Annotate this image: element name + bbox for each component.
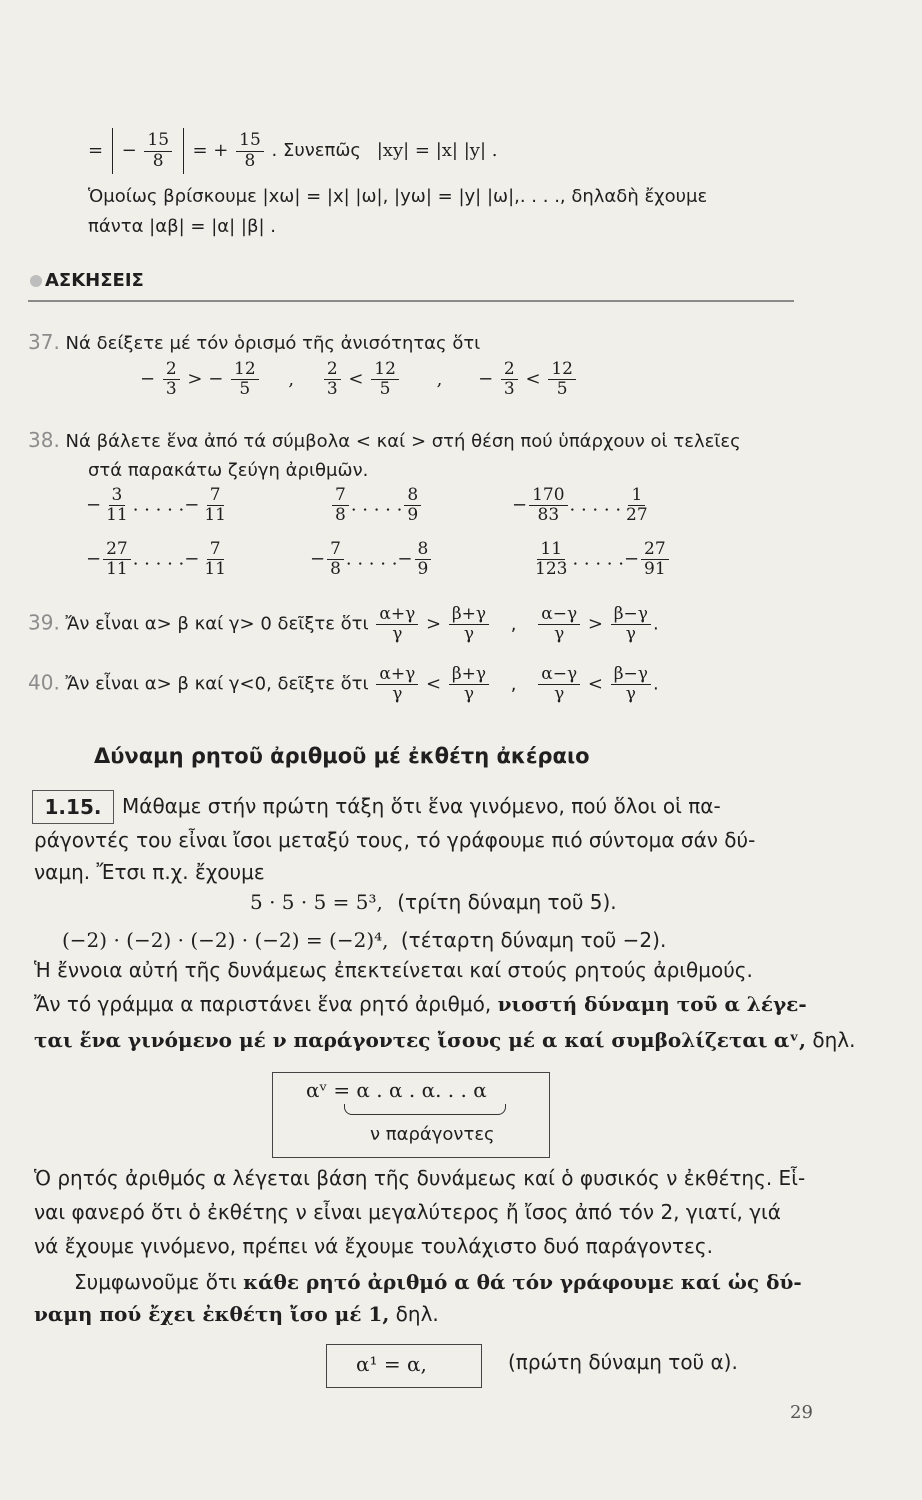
underbrace — [344, 1104, 506, 1115]
bullet-icon — [30, 275, 42, 287]
exercise-38: 38. Νά βάλετε ἕνα ἀπό τά σύμβολα < καί > στή θέση πού ὑπάρχουν οἱ τελεῖες — [28, 428, 741, 452]
para3-line1: Ὁ ρητός ἀριθμός α λέγεται βάση τῆς δυνάμεως καί ὁ φυσικός ν ἐκθέτης. Εἷ- — [34, 1166, 806, 1190]
exercise-40: 40. Ἄν εἶναι α> β καί γ<0, δεῖξτε ὅτι $\frac{\alpha+\gamma}{\gamma}$ < $\frac{\beta+\gamma}{\gamma}$ , $\frac{\alpha-\gamma}{\gamma}$ < $\frac{\beta-\gamma}{\gamma}$ . — [28, 664, 659, 705]
similarly-line: Ὁμοίως βρίσκουμε |xω| = |x| |ω|, |yω| = |y| |ω|,. . . ., δηλαδὴ ἔχουμε — [88, 186, 708, 207]
section-number-box: 1.15. — [32, 790, 114, 824]
exercise-37-inequalities: − $\frac{2}{3}$ > − $\frac{12}{5}$ , $\frac{2}{3}$ < $\frac{12}{5}$ , − $\frac{2}{3}$ < $\frac{12}{5}$ — [140, 360, 578, 399]
exercise-38-row1-pair3: − $\frac{170}{83}$ . . . . . $\frac{1}{27}$ — [512, 485, 648, 526]
exercise-38-row2-pair1: − $\frac{27}{11}$ . . . . .− $\frac{7}{11}$ — [86, 539, 226, 580]
example-power-5: 5 · 5 · 5 = 5³, (τρίτη δύναμη τοῦ 5). — [250, 890, 617, 914]
factor-count-label: ν παράγοντες — [370, 1124, 495, 1145]
para2-line1: Ἡ ἔννοια αὐτή τῆς δυνάμεως ἐπεκτείνεται καί στούς ρητούς ἀριθμούς. — [34, 958, 753, 982]
para2-line3: ται ἕνα γινόμενο μέ ν παράγοντες ἴσους μέ α καί συμβολίζεται αᵛ, δηλ. — [34, 1028, 856, 1052]
first-power-formula: α¹ = α, — [356, 1352, 427, 1376]
para3-line3: νά ἔχουμε γινόμενο, πρέπει νά ἔχουμε τουλάχιστο δυό παράγοντες. — [34, 1234, 713, 1258]
para3-line2: ναι φανερό ὅτι ὁ ἐκθέτης ν εἶναι μεγαλύτερος ἤ ἴσος ἀπό τόν 2, γιατί, γιά — [34, 1200, 781, 1224]
divider — [28, 300, 794, 302]
always-line: πάντα |αβ| = |α| |β| . — [88, 216, 276, 237]
first-power-note: (πρώτη δύναμη τοῦ α). — [508, 1350, 738, 1374]
exercise-38-row1-pair1: − $\frac{3}{11}$ . . . . .− $\frac{7}{11}$ — [86, 485, 226, 526]
example-power-minus2: (−2) · (−2) · (−2) · (−2) = (−2)⁴, (τέταρτη δύναμη τοῦ −2). — [62, 928, 667, 952]
exercise-37: 37. Νά δείξετε μέ τόν ὁρισμό τῆς ἀνισότητας ὅτι — [28, 330, 481, 354]
exercise-38-row2-pair3: $\frac{11}{123}$ . . . . .− $\frac{27}{91}$ — [530, 540, 671, 579]
para4-line1: Συμφωνοῦμε ὅτι κάθε ρητό ἀριθμό α θά τόν γράφουμε καί ὡς δύ- — [74, 1270, 802, 1294]
para2-line2: Ἄν τό γράμμα α παριστάνει ἕνα ρητό ἀριθμό, νιοστή δύναμη τοῦ α λέγε- — [34, 992, 807, 1016]
exercises-header: ΑΣΚΗΣΕΙΣ — [30, 270, 144, 291]
exercise-39: 39. Ἄν εἶναι α> β καί γ> 0 δεῖξτε ὅτι $\frac{\alpha+\gamma}{\gamma}$ > $\frac{\beta+\gamma}{\gamma}$ , $\frac{\alpha-\gamma}{\gamma}$ > $\frac{\beta-\gamma}{\gamma}$ . — [28, 604, 659, 645]
abs-value-equation: = − $\frac{15}{8}$ = + $\frac{15}{8}$ . Συνεπῶς |xy| = |x| |y| . — [88, 128, 497, 174]
para1-line1: Μάθαμε στήν πρώτη τάξη ὅτι ἕνα γινόμενο, πού ὅλοι οἱ πα- — [122, 794, 721, 818]
para4-line2: ναμη πού ἔχει ἐκθέτη ἴσο μέ 1, δηλ. — [34, 1302, 439, 1326]
exercise-38-line2: στά παρακάτω ζεύγη ἀριθμῶν. — [88, 460, 369, 481]
para1-line2: ράγοντές του εἶναι ἴσοι μεταξύ τους, τό γράφουμε πιό σύντομα σάν δύ- — [34, 828, 756, 852]
section-title: Δύναμη ρητοῦ ἀριθμοῦ μέ ἐκθέτη ἀκέραιο — [94, 744, 590, 768]
exercise-38-row2-pair2: − $\frac{7}{8}$ . . . . .− $\frac{8}{9}$ — [310, 540, 433, 579]
exercise-38-row1-pair2: $\frac{7}{8}$ . . . . . $\frac{8}{9}$ — [330, 486, 423, 525]
power-definition-formula: αᵛ = α . α . α. . . α — [306, 1078, 487, 1102]
para1-line3: ναμη. Ἔτσι π.χ. ἔχουμε — [34, 860, 265, 884]
page-number: 29 — [790, 1402, 813, 1423]
